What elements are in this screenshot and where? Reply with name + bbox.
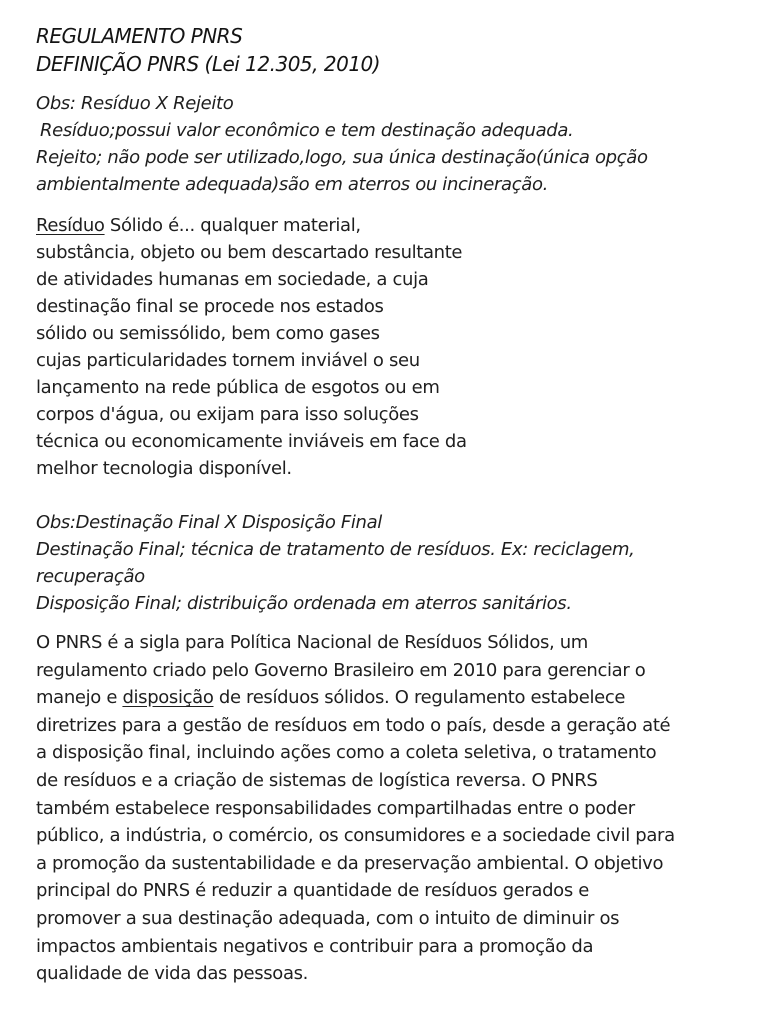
definition-residuo-solido (36, 212, 746, 482)
paragraph-line: promover a sua destinação adequada, com o intuito de diminuir os (36, 907, 620, 929)
obs2-line: Disposição Final; distribuição ordenada em aterros sanitários. (36, 593, 572, 614)
definition-line: substância, objeto ou bem descartado resultante (36, 242, 463, 263)
paragraph-line: de resíduos e a criação de sistemas de logística reversa. O PNRS (36, 769, 598, 791)
obs2-line: Obs:Destinação Final X Disposição Final (36, 512, 382, 533)
title-line-2: DEFINIÇÃO PNRS (Lei 12.305, 2010) (36, 52, 381, 76)
paragraph-line: a promoção da sustentabilidade e da preservação ambiental. O objetivo (36, 852, 664, 874)
definition-first-line-text: Sólido é... qualquer material, (104, 215, 361, 236)
definition-line: de atividades humanas em sociedade, a cuja (36, 269, 429, 290)
definition-line: lançamento na rede pública de esgotos ou em (36, 377, 440, 398)
obs-destinacao-disposicao (36, 509, 746, 617)
definition-line (36, 212, 746, 239)
paragraph-line: qualidade de vida das pessoas. (36, 963, 309, 985)
definition-line: destinação final se procede nos estados (36, 296, 384, 317)
obs1-line: ambientalmente adequada)são em aterros ou incineração. (36, 174, 548, 195)
underlined-term: Resíduo (36, 215, 105, 236)
obs-residuo-rejeito (36, 90, 746, 198)
paragraph-line: público, a indústria, o comércio, os consumidores e a sociedade civil para (36, 825, 675, 847)
obs1-line: Rejeito; não pode ser utilizado,logo, sua única destinação(única opção (36, 147, 648, 168)
paragraph-line: principal do PNRS é reduzir a quantidade de resíduos gerados e (36, 880, 589, 902)
definition-line: corpos d'água, ou exijam para isso soluções (36, 404, 419, 425)
paragraph-text: manejo e (36, 687, 123, 709)
underlined-term: disposição (122, 687, 214, 709)
paragraph-line: diretrizes para a gestão de resíduos em todo o país, desde a geração até (36, 714, 671, 736)
paragraph-line: regulamento criado pelo Governo Brasileiro em 2010 para gerenciar o (36, 659, 646, 681)
obs1-line: Obs: Resíduo X Rejeito (36, 93, 234, 114)
definition-line: melhor tecnologia disponível. (36, 458, 292, 479)
paragraph-line: impactos ambientais negativos e contribuir para a promoção da (36, 935, 594, 957)
title-line-1: REGULAMENTO PNRS (36, 24, 243, 48)
paragraph-text: de resíduos sólidos. O regulamento estabelece (213, 687, 626, 709)
paragraph-line: também estabelece responsabilidades compartilhadas entre o poder (36, 797, 635, 819)
document-page (36, 22, 746, 988)
paragraph-line: a disposição final, incluindo ações como a coleta seletiva, o tratamento (36, 742, 657, 764)
paragraph-line (36, 684, 746, 712)
paragraph-line: O PNRS é a sigla para Política Nacional de Resíduos Sólidos, um (36, 632, 588, 653)
definition-line: sólido ou semissólido, bem como gases (36, 323, 380, 344)
definition-line: técnica ou economicamente inviáveis em face da (36, 431, 467, 452)
pnrs-paragraph (36, 629, 746, 988)
definition-line: cujas particularidades tornem inviável o seu (36, 350, 420, 371)
obs2-line: recuperação (36, 566, 145, 587)
obs1-line: Resíduo;possui valor econômico e tem destinação adequada. (40, 120, 574, 141)
obs2-line: Destinação Final; técnica de tratamento de resíduos. Ex: reciclagem, (36, 539, 635, 560)
document-title (36, 22, 746, 78)
